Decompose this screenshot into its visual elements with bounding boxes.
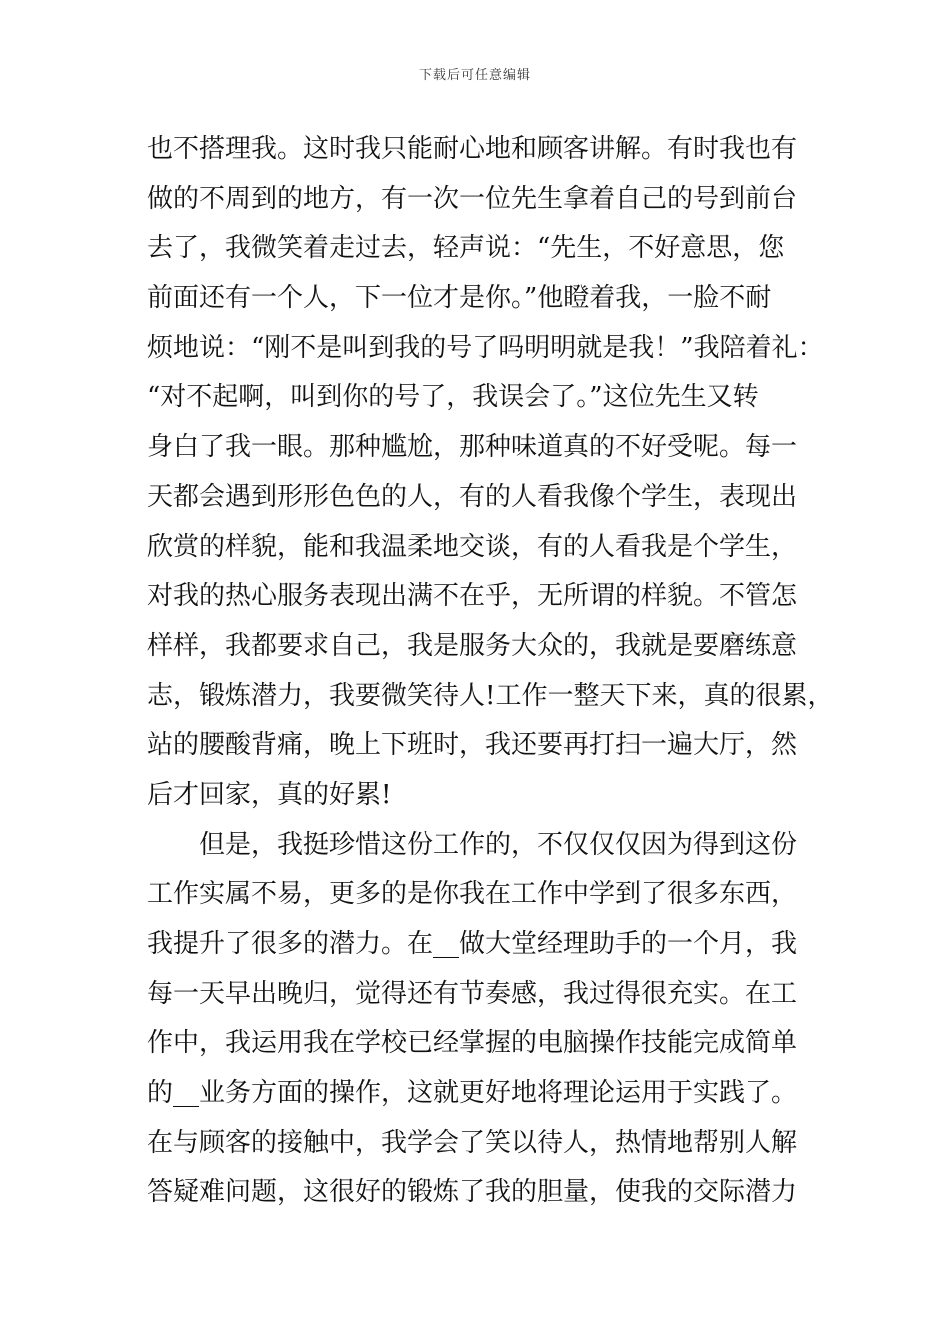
- text-line: 答疑难问题，这很好的锻炼了我的胆量，使我的交际潜力: [147, 1177, 798, 1208]
- text-line: 烦地说：“刚不是叫到我的号了吗明明就是我！”我陪着礼：: [147, 332, 824, 363]
- page-header: 下载后可任意编辑: [418, 68, 531, 83]
- text-line: “对不起啊，叫到你的号了，我误会了。”这位先生又转: [147, 382, 759, 413]
- text-line: 去了，我微笑着走过去，轻声说：“先生，不好意思，您: [147, 233, 785, 264]
- text-line: 也不搭理我。这时我只能耐心地和顾客讲解。有时我也有: [147, 134, 798, 164]
- text-line: 我提升了很多的潜力。在__做大堂经理助手的一个月，我: [147, 929, 798, 959]
- text-line: 站的腰酸背痛，晚上下班时，我还要再打扫一遍大厅，然: [147, 730, 798, 761]
- text-line: 在与顾客的接触中，我学会了笑以待人，热情地帮别人解: [147, 1127, 798, 1158]
- text-line: 做的不周到的地方，有一次一位先生拿着自己的号到前台: [147, 183, 798, 214]
- text-line: 的__业务方面的操作，这就更好地将理论运用于实践了。: [147, 1078, 798, 1109]
- text-line: 样样，我都要求自己，我是服务大众的，我就是要磨练意: [147, 630, 798, 661]
- text-line: 每一天早出晚归，觉得还有节奏感，我过得很充实。在工: [147, 978, 798, 1009]
- text-line: 但是，我挺珍惜这份工作的，不仅仅仅因为得到这份: [147, 829, 798, 860]
- text-line: 欣赏的样貌，能和我温柔地交谈，有的人看我是个学生，: [147, 531, 798, 562]
- text-line: 前面还有一个人，下一位才是你。”他瞪着我，一脸不耐: [147, 283, 772, 314]
- text-line: 身白了我一眼。那种尴尬，那种味道真的不好受呢。每一: [147, 432, 798, 463]
- text-line: 对我的热心服务表现出满不在乎，无所谓的样貌。不管怎: [147, 581, 798, 612]
- text-line: 工作实属不易，更多的是你我在工作中学到了很多东西，: [147, 879, 798, 910]
- text-line: 志，锻炼潜力，我要微笑待人!工作一整天下来，真的很累，: [147, 680, 834, 711]
- document-body: [147, 125, 847, 1218]
- text-line: 后才回家，真的好累!: [147, 779, 392, 810]
- text-line: 天都会遇到形形色色的人，有的人看我像个学生，表现出: [147, 481, 798, 512]
- text-line: 作中，我运用我在学校已经掌握的电脑操作技能完成简单: [147, 1028, 798, 1059]
